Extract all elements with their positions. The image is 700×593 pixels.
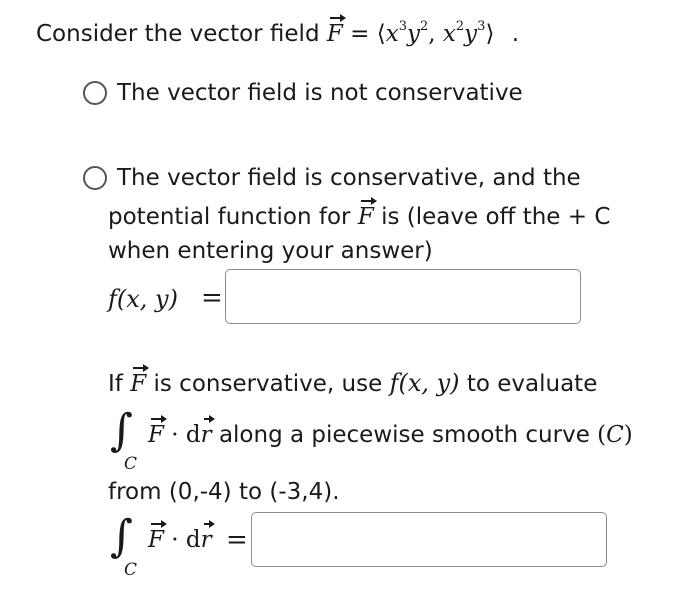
angle-open: ⟨ [376,21,386,47]
vector-F-symbol: F [326,21,343,47]
from-to-text: from (0,-4) to (-3,4). [108,479,340,505]
option-conservative-line3: when entering your answer) [108,238,433,264]
along-curve-text: along a piecewise smooth curve [218,422,590,448]
curve-C: C [606,422,624,448]
comp1-x: x [385,21,399,47]
question-prefix: Consider the vector field [36,21,320,47]
comp-comma: , [428,21,436,47]
part2-f-of-xy: f(x, y) [389,369,460,397]
question-period: . [511,21,520,47]
potential-equals: = [201,283,223,313]
integral-expression-1 [148,421,633,449]
dot-d-2: · d [163,527,201,553]
vector-r-symbol-2: r [200,527,212,553]
vector-F-symbol-4: F [148,422,164,448]
option-conservative-line2 [108,203,610,231]
part2-instruction [108,369,597,398]
integral-symbol-2: ∫ [110,511,133,562]
line-integral-input[interactable] [251,512,607,567]
comp1-y: y [406,21,420,47]
vector-F-symbol-3: F [130,371,147,397]
integral-subscript-C-1: C [124,454,138,474]
integral-subscript-C-2: C [124,560,138,580]
line2-text-a: potential function for [108,204,351,230]
part2-text-b: is conservative, use [153,371,383,397]
part2-if: If [108,371,123,397]
integral-expression-2 [148,526,212,554]
comp2-x: x [442,21,456,47]
comp1-x-exp: 3 [398,19,407,34]
comp2-x-exp: 2 [455,19,465,34]
radio-not-conservative[interactable] [83,81,107,105]
integral-equals: = [226,525,248,555]
vector-F-symbol-2: F [357,204,374,230]
question-line [36,20,519,48]
comp2-y: y [464,21,478,47]
line2-text-b: is (leave off the + C [381,204,611,230]
comp1-y-exp: 2 [419,19,429,34]
potential-function-label: f(x, y) [108,285,178,313]
equals-sign: = [342,21,377,47]
option-conservative-line1: The vector field is conservative, and the [117,165,581,191]
angle-close: ⟩ [485,21,495,47]
curve-paren-close: ) [623,422,633,448]
curve-paren-open: ( [597,422,607,448]
vector-F-symbol-5: F [148,527,164,553]
part2-text-c: to evaluate [466,371,598,397]
vector-r-symbol-1: r [200,422,212,448]
comp2-y-exp: 3 [477,19,486,34]
option-not-conservative-label: The vector field is not conservative [117,80,523,106]
dot-d: · d [163,422,201,448]
radio-conservative[interactable] [83,166,107,190]
integral-symbol-1: ∫ [110,405,133,456]
potential-function-input[interactable] [225,269,581,324]
